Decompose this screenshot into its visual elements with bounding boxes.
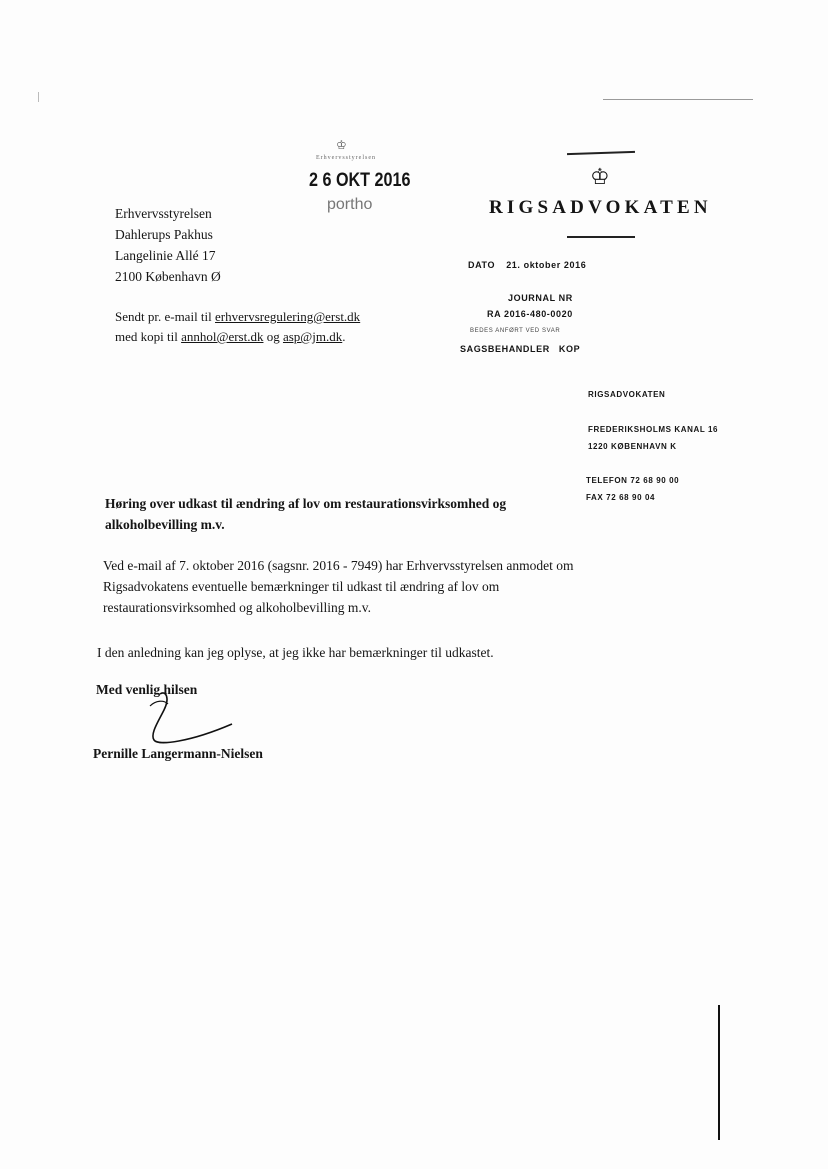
handwritten-signature bbox=[120, 686, 250, 748]
letter-subject: Høring over udkast til ændring af lov om restaurationsvirksomhed og alkoholbevilling m.v. bbox=[105, 496, 507, 532]
org-name: RIGSADVOKATEN bbox=[588, 390, 666, 399]
recipient-line: Erhvervsstyrelsen bbox=[115, 206, 212, 221]
letter-paragraph: Ved e-mail af 7. oktober 2016 (sagsnr. 2016 - 7949) har Erhvervsstyrelsen anmodet om Rigsadvokatens eventuelle bemærkninger til udkast til ændring af lov om restaurationsvirksomhed og alkoholbevilling m.v. bbox=[103, 558, 574, 615]
scan-artifact-mark bbox=[38, 92, 39, 102]
distribution-note: Sendt pr. e-mail til erhvervsregulering@erst.dk med kopi til annhol@erst.dk og asp@jm.dk. bbox=[115, 309, 361, 344]
letterhead-name: RIGSADVOKATEN bbox=[489, 197, 712, 218]
signer-name: Pernille Langermann-Nielsen bbox=[93, 746, 263, 761]
kopi-prefix: med kopi til bbox=[115, 329, 182, 344]
stamp-note: portho bbox=[327, 196, 373, 213]
recipient-line: 2100 København Ø bbox=[115, 269, 221, 284]
date-label: DATO bbox=[468, 260, 496, 270]
email-link[interactable]: erhvervsregulering@erst.dk bbox=[215, 309, 361, 324]
date-line bbox=[468, 260, 586, 270]
margin-mark bbox=[718, 1005, 720, 1140]
recipient-address bbox=[115, 203, 221, 287]
recipient-line: Langelinie Allé 17 bbox=[115, 248, 216, 263]
closing-greeting: Med venlig hilsen bbox=[96, 682, 198, 697]
sendt-prefix: Sendt pr. e-mail til bbox=[115, 309, 216, 324]
org-telephone: TELEFON 72 68 90 00 bbox=[586, 476, 680, 485]
email-link[interactable]: annhol@erst.dk bbox=[181, 329, 264, 344]
date-value: 21. oktober 2016 bbox=[506, 260, 587, 270]
crown-icon: ♔ bbox=[590, 164, 610, 189]
journal-label: JOURNAL NR bbox=[508, 293, 573, 303]
stamp-agency: Erhvervsstyrelsen bbox=[316, 155, 376, 161]
letterhead-bottom-rule bbox=[567, 236, 635, 238]
letter-paragraph: I den anledning kan jeg oplyse, at jeg ikke har bemærkninger til udkastet. bbox=[97, 645, 494, 660]
scan-artifact-line bbox=[603, 99, 753, 100]
journal-value: RA 2016-480-0020 bbox=[487, 309, 573, 319]
journal-small-note: BEDES ANFØRT VED SVAR bbox=[470, 328, 561, 334]
case-handler-value: KOP bbox=[558, 344, 581, 354]
org-fax: FAX 72 68 90 04 bbox=[586, 493, 656, 502]
recipient-line: Dahlerups Pakhus bbox=[115, 227, 213, 242]
letterhead-top-rule bbox=[567, 151, 635, 155]
case-handler-label: SAGSBEHANDLER bbox=[460, 344, 550, 354]
case-handler-line bbox=[460, 344, 580, 354]
email-link[interactable]: asp@jm.dk bbox=[282, 329, 343, 344]
org-street: FREDERIKSHOLMS KANAL 16 bbox=[588, 425, 719, 434]
org-city: 1220 KØBENHAVN K bbox=[588, 442, 677, 451]
stamp-date: 2 6 OKT 2016 bbox=[309, 170, 411, 191]
stamp-crown-icon: ♔ bbox=[336, 138, 347, 152]
